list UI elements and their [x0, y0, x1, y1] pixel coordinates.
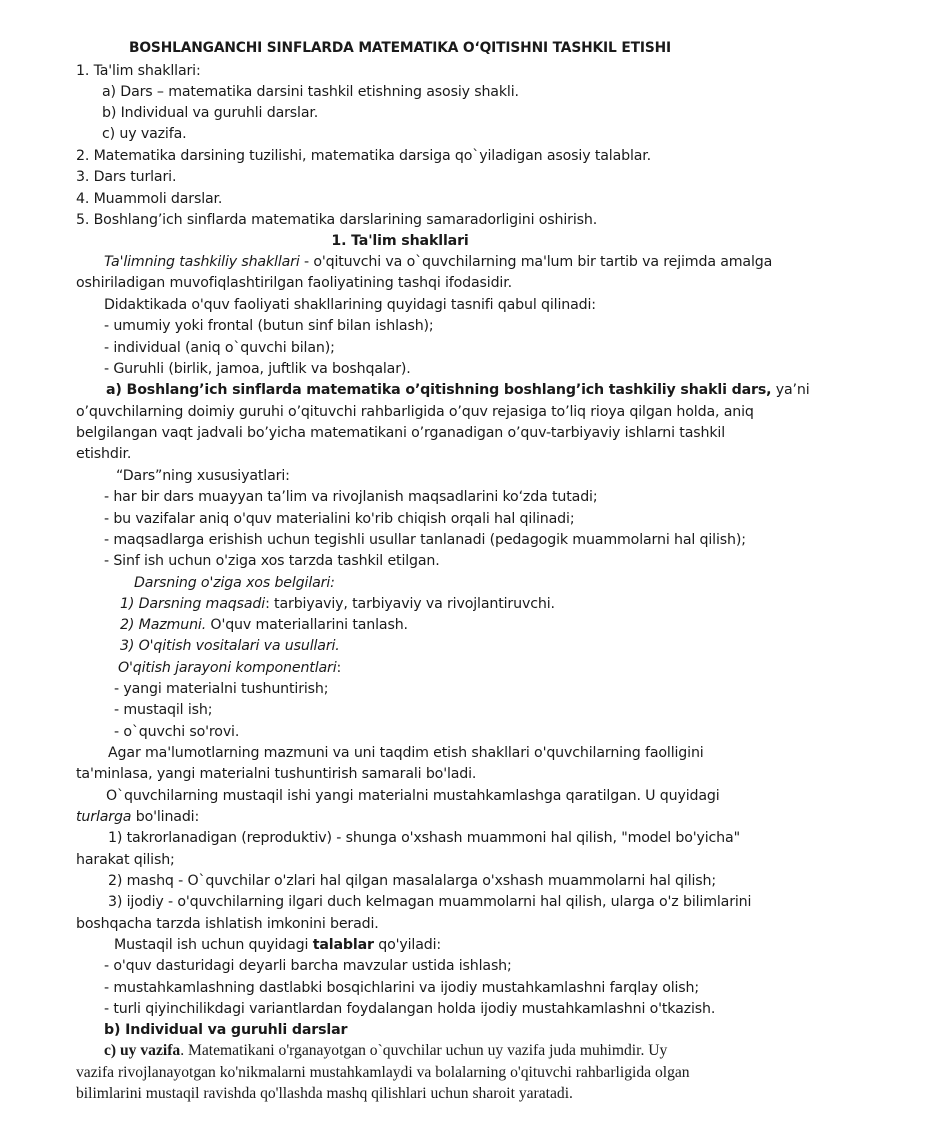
- list-item: - umumiy yoki frontal (butun sinf bilan ishlash);: [104, 318, 434, 334]
- special-features-heading: Darsning o'ziga xos belgilari:: [134, 575, 335, 591]
- lesson-paragraph-line: etishdir.: [76, 446, 132, 462]
- outline-subitem: b) Individual va guruhli darslar.: [102, 105, 319, 121]
- components-colon: :: [336, 660, 342, 676]
- special-feature-label: 2) Mazmuni.: [120, 617, 207, 633]
- special-feature-label: 3) O'qitish vositalari va usullari.: [120, 638, 340, 654]
- type-item: harakat qilish;: [76, 852, 175, 868]
- paragraph-text: bo'linadi:: [131, 809, 200, 825]
- outline-item: 5. Boshlang’ich sinflarda matematika darslarining samaradorligini oshirish.: [76, 212, 598, 228]
- list-item: - o'quv dasturidagi deyarli barcha mavzular ustida ishlash;: [104, 958, 512, 974]
- lesson-bold-lead: a) Boshlang’ich sinflarda matematika o’qitishning boshlang’ich tashkiliy shakli dars,: [106, 382, 772, 398]
- outline-subitem: a) Dars – matematika darsini tashkil etishning asosiy shakli.: [102, 84, 519, 100]
- outline-item: 1. Ta'lim shakllari:: [76, 63, 201, 79]
- list-item: - har bir dars muayyan ta’lim va rivojlanish maqsadlarini ko‘zda tutadi;: [104, 489, 598, 505]
- list-item: - o`quvchi so'rovi.: [114, 724, 240, 740]
- special-feature-item: [0, 636, 920, 656]
- list-item: - Guruhli (birlik, jamoa, juftlik va boshqalar).: [104, 361, 411, 377]
- paragraph-line: Agar ma'lumotlarning mazmuni va uni taqdim etish shakllari o'quvchilarning faolligini: [108, 745, 704, 761]
- italic-term: turlarga: [76, 809, 132, 825]
- special-feature-item: [0, 615, 920, 635]
- section-heading: 1. Ta'lim shakllari: [331, 233, 469, 249]
- list-item: - maqsadlarga erishish uchun tegishli usullar tanlanadi (pedagogik muammolarni hal qilish);: [104, 532, 746, 548]
- homework-line: vazifa rivojlanayotgan ko'nikmalarni mustahkamlaydi va bolalarning o'qituvchi rahbarligida olgan: [76, 1064, 690, 1081]
- subsection-heading: b) Individual va guruhli darslar: [104, 1022, 348, 1038]
- lesson-text: ya’ni: [771, 382, 810, 398]
- definition-line: [0, 252, 904, 272]
- special-feature-text: : tarbiyaviy, tarbiyaviy va rivojlantiruvchi.: [265, 596, 555, 612]
- list-item: - yangi materialni tushuntirish;: [114, 681, 329, 697]
- outline-subitem: c) uy vazifa.: [102, 126, 187, 142]
- requirements-bold: talablar: [312, 937, 374, 953]
- list-item: - Sinf ish uchun o'ziga xos tarzda tashkil etilgan.: [104, 553, 440, 569]
- type-item: 3) ijodiy - o'quvchilarning ilgari duch kelmagan muammolarni hal qilish, ularga o'z bilimlarini: [108, 894, 752, 910]
- list-item: - mustaqil ish;: [114, 702, 213, 718]
- type-item: 2) mashq - O`quvchilar o'zlari hal qilgan masalalarga o'xshash muammolarni hal qilish;: [108, 873, 716, 889]
- homework-text: . Matematikani o'rganayotgan o`quvchilar uchun uy vazifa juda muhimdir. Uy: [180, 1042, 668, 1059]
- components-heading-text: O'qitish jarayoni komponentlari: [118, 660, 337, 676]
- lesson-paragraph-line: belgilangan vaqt jadvali bo’yicha matematikani o’rganadigan o’quv-tarbiyaviy ishlarni tashkil: [76, 425, 725, 441]
- type-item: boshqacha tarzda ishlatish imkonini beradi.: [76, 916, 379, 932]
- outline-item: 4. Muammoli darslar.: [76, 191, 223, 207]
- special-feature-label: 1) Darsning maqsadi: [120, 596, 266, 612]
- classification-intro: Didaktikada o'quv faoliyati shakllarining quyidagi tasnifi qabul qilinadi:: [104, 297, 596, 313]
- lesson-paragraph-line: [0, 380, 906, 400]
- definition-line: oshiriladigan muvofiqlashtirilgan faoliyatining tashqi ifodasidir.: [76, 275, 512, 291]
- outline-item: 2. Matematika darsining tuzilishi, matematika darsiga qo`yiladigan asosiy talablar.: [76, 148, 652, 164]
- special-feature-item: [0, 594, 920, 614]
- requirements-intro: [0, 935, 914, 955]
- list-item: - mustahkamlashning dastlabki bosqichlarini va ijodiy mustahkamlashni farqlay olish;: [104, 980, 700, 996]
- outline-item: 3. Dars turlari.: [76, 169, 177, 185]
- paragraph-line: O`quvchilarning mustaqil ishi yangi materialni mustahkamlashga qaratilgan. U quyidagi: [106, 788, 720, 804]
- homework-bold: c) uy vazifa: [104, 1042, 181, 1059]
- lesson-paragraph-line: o’quvchilarning doimiy guruhi o’qituvchi rahbarligida o’quv rejasiga to’liq rioya qilgan holda, aniq: [76, 404, 754, 420]
- paragraph-line: ta'minlasa, yangi materialni tushuntirish samarali bo'ladi.: [76, 766, 477, 782]
- list-item: - individual (aniq o`quvchi bilan);: [104, 340, 335, 356]
- list-item: - turli qiyinchilikdagi variantlardan foydalangan holda ijodiy mustahkamlashni o'tkazish.: [104, 1001, 716, 1017]
- list-item: - bu vazifalar aniq o'quv materialini ko'rib chiqish orqali hal qilinadi;: [104, 511, 575, 527]
- requirements-rest: qo'yiladi:: [373, 937, 442, 953]
- homework-line: [0, 1041, 904, 1061]
- special-feature-text: O'quv materiallarini tanlash.: [206, 617, 408, 633]
- components-heading: [0, 658, 918, 678]
- definition-term: Ta'limning tashkiliy shakllari: [104, 254, 300, 270]
- features-heading: “Dars”ning xususiyatlari:: [116, 468, 290, 484]
- paragraph-line: [0, 807, 876, 827]
- requirements-lead: Mustaqil ish uchun quyidagi: [114, 937, 313, 953]
- type-item: 1) takrorlanadigan (reproduktiv) - shunga o'xshash muammoni hal qilish, "model bo'yicha": [108, 830, 740, 846]
- homework-line: bilimlarini mustaqil ravishda qo'llashda mashq qilishlari uchun sharoit yaratadi.: [76, 1085, 573, 1102]
- definition-text: - o'qituvchi va o`quvchilarning ma'lum bir tartib va rejimda amalga: [299, 254, 773, 270]
- document-title: BOSHLANGANCHI SINFLARDA MATEMATIKA O‘QITISHNI TASHKIL ETISHI: [128, 40, 672, 56]
